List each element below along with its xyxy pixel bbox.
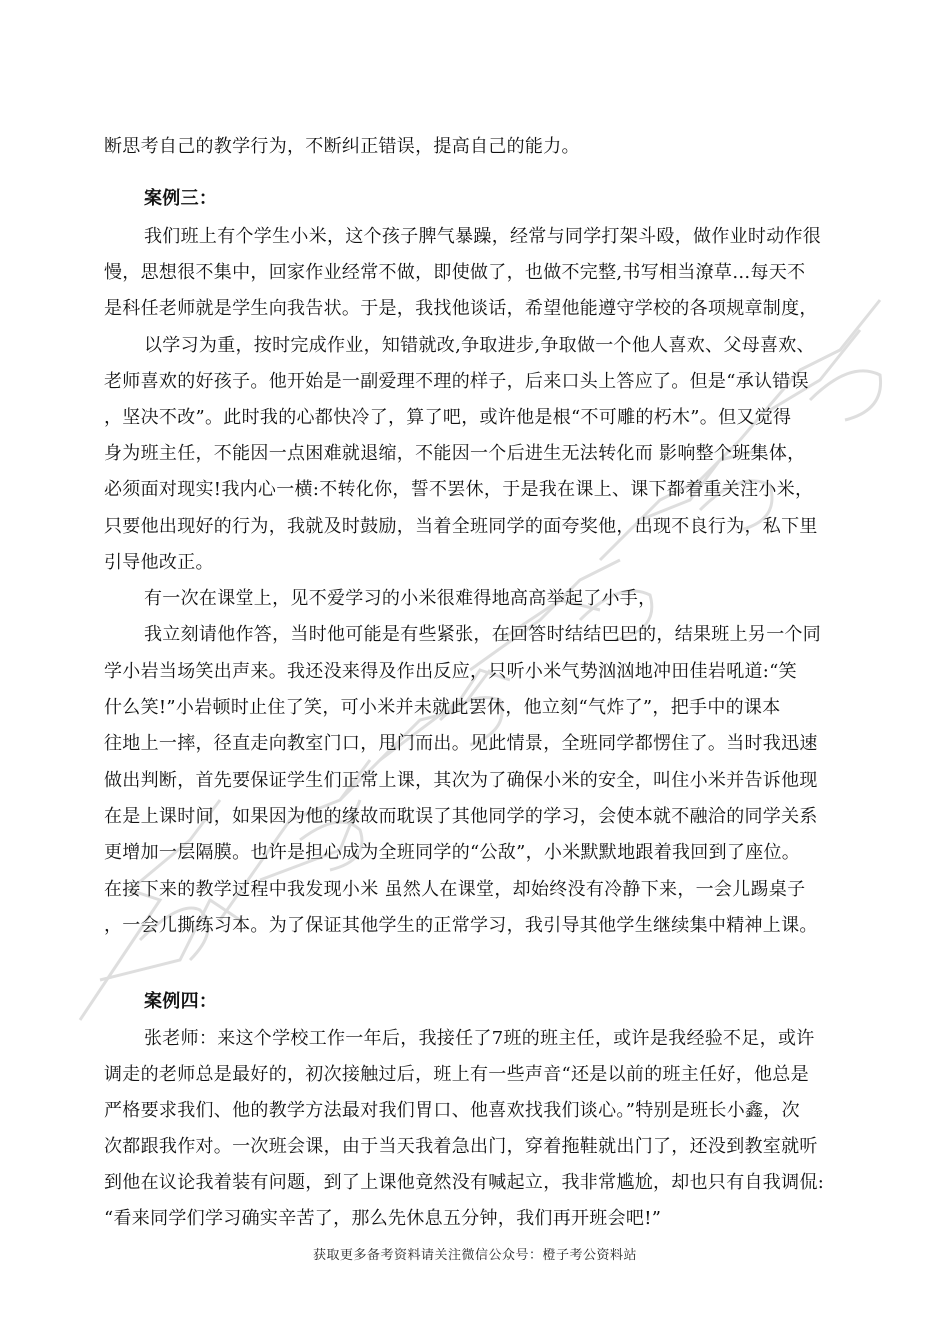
paragraph-line: ，一会儿撕练习本。为了保证其他学生的正常学习，我引导其他学生继续集中精神上课。: [104, 915, 818, 936]
paragraph-line: 老师喜欢的好孩子。他开始是一副爱理不理的样子，后来口头上答应了。但是“承认错误: [104, 371, 809, 392]
paragraph-line: ，坚决不改”。此时我的心都快冷了，算了吧，或许他是根“不可雕的朽木”。但又觉得: [104, 407, 792, 428]
section-heading-case-3: 案例三：: [144, 188, 218, 209]
paragraph-line: “看来同学们学习确实辛苦了，那么先休息五分钟，我们再开班会吧!”: [104, 1208, 662, 1229]
section-heading-case-4: 案例四：: [144, 991, 218, 1012]
paragraph-line: 必须面对现实!我内心一横:不转化你，誓不罢休，于是我在课上、课下都着重关注小米，: [104, 479, 814, 500]
paragraph-line: 什么笑!”小岩顿时止住了笑，可小米并未就此罢休，他立刻“气炸了”，把手中的课本: [104, 697, 781, 718]
paragraph-line: 慢，思想很不集中，回家作业经常不做，即使做了，也做不完整,书写相当潦草…每天不: [104, 262, 806, 283]
paragraph-line: 在接下来的教学过程中我发现小米 虽然人在课堂，却始终没有冷静下来，一会儿踢桌子: [104, 879, 806, 900]
paragraph-line: 更增加一层隔膜。也许是担心成为全班同学的“公敌”，小米默默地跟着我回到了座位。: [104, 842, 801, 863]
paragraph-line: 张老师：来这个学校工作一年后，我接任了7班的班主任，或许是我经验不足，或许: [144, 1028, 815, 1049]
paragraph-line: 是科任老师就是学生向我告状。于是，我找他谈话，希望他能遵守学校的各项规章制度，: [104, 298, 818, 319]
paragraph-line: 在是上课时间，如果因为他的缘故而耽误了其他同学的学习，会使本就不融洽的同学关系: [104, 806, 818, 827]
paragraph-line: 到他在议论我着装有问题，到了上课他竟然没有喊起立，我非常尴尬，却也只有自我调侃:: [104, 1172, 825, 1193]
paragraph-line: 身为班主任，不能因一点困难就退缩，不能因一个后进生无法转化而 影响整个班集体，: [104, 443, 806, 464]
paragraph-line: 以学习为重，按时完成作业，知错就改,争取进步,争取做一个他人喜欢、父母喜欢、: [144, 335, 815, 356]
paragraph-line: 有一次在课堂上，见不爱学习的小米很难得地高高举起了小手，: [144, 588, 657, 609]
paragraph-line: 断思考自己的教学行为，不断纠正错误，提高自己的能力。: [104, 136, 580, 157]
paragraph-line: 我立刻请他作答，当时他可能是有些紧张，在回答时结结巴巴的，结果班上另一个同: [144, 624, 822, 645]
paragraph-line: 严格要求我们、他的教学方法最对我们胃口、他喜欢找我们谈心。”特别是班长小鑫，次: [104, 1100, 800, 1121]
paragraph-line: 做出判断，首先要保证学生们正常上课，其次为了确保小米的安全，叫住小米并告诉他现: [104, 770, 818, 791]
paragraph-line: 只要他出现好的行为，我就及时鼓励，当着全班同学的面夸奖他，出现不良行为，私下里: [104, 516, 818, 537]
page-footer: 获取更多备考资料请关注微信公众号：橙子考公资料站: [312, 1248, 637, 1263]
paragraph-line: 调走的老师总是最好的，初次接触过后，班上有一些声音“还是以前的班主任好，他总是: [104, 1064, 809, 1085]
paragraph-line: 往地上一摔，径直走向教室门口，甩门而出。见此情景，全班同学都愣住了。当时我迅速: [104, 733, 818, 754]
paragraph-line: 次都跟我作对。一次班会课，由于当天我着急出门，穿着拖鞋就出门了，还没到教室就听: [104, 1136, 818, 1157]
paragraph-line: 引导他改正。: [104, 552, 214, 573]
paragraph-line: 学小岩当场笑出声来。我还没来得及作出反应，只听小米气势汹汹地冲田佳岩吼道:“笑: [104, 661, 797, 682]
paragraph-line: 我们班上有个学生小米，这个孩子脾气暴躁，经常与同学打架斗殴，做作业时动作很: [144, 226, 822, 247]
